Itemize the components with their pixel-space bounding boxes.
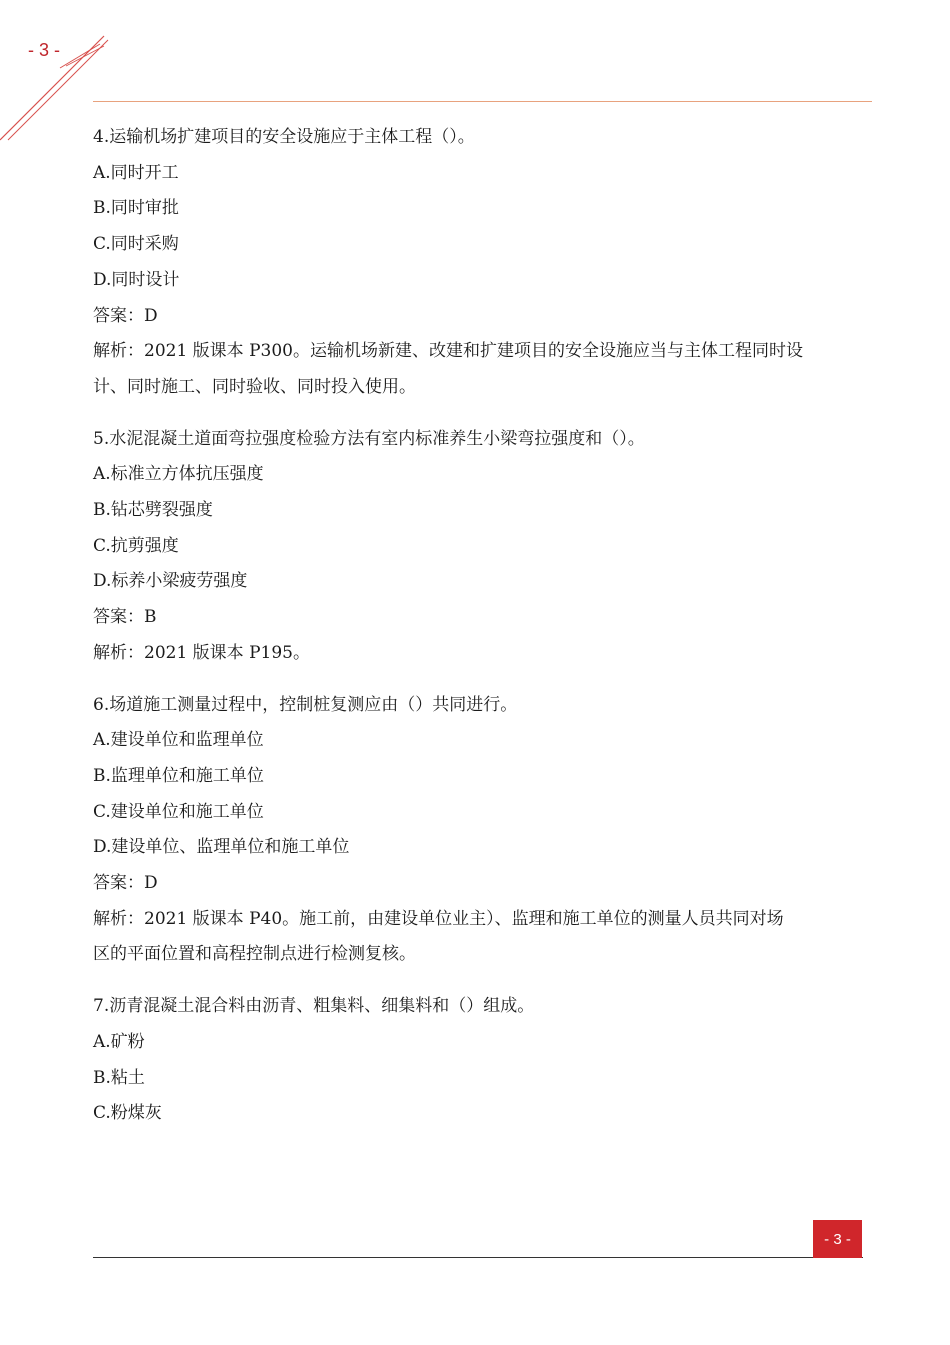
footer-rule	[93, 1257, 863, 1258]
option-c: C.粉煤灰	[93, 1103, 162, 1124]
analysis-line: 解析：2021 版课本 P195。	[93, 642, 310, 663]
corner-stroke	[0, 36, 104, 140]
option-d: D.标养小梁疲劳强度	[93, 571, 248, 592]
question-stem: 6.场道施工测量过程中，控制桩复测应由（）共同进行。	[93, 694, 518, 715]
option-c: C.抗剪强度	[93, 535, 179, 556]
header-rule	[93, 101, 872, 102]
answer: 答案：D	[93, 873, 158, 894]
header-page-number: - 3 -	[28, 40, 61, 60]
question-stem: 4.运输机场扩建项目的安全设施应于主体工程（）。	[93, 127, 475, 147]
question-6	[93, 688, 873, 974]
option-a: A.标准立方体抗压强度	[93, 464, 264, 485]
answer: 答案：D	[93, 305, 158, 326]
option-a: A.矿粉	[93, 1031, 145, 1052]
option-b: B.粘土	[93, 1067, 145, 1088]
question-4	[93, 120, 873, 406]
document-body	[93, 120, 873, 1148]
option-b: B.同时审批	[93, 198, 179, 219]
analysis-line: 区的平面位置和高程控制点进行检测复核。	[93, 944, 416, 965]
question-stem: 7.沥青混凝土混合料由沥青、粗集料、细集料和（）组成。	[93, 996, 535, 1017]
option-a: A.同时开工	[93, 162, 179, 183]
option-b: B.钻芯劈裂强度	[93, 500, 213, 521]
question-5	[93, 422, 873, 672]
analysis-line: 解析：2021 版课本 P40。施工前，由建设单位业主）、监理和施工单位的测量人员共同对场	[93, 908, 784, 929]
analysis-line: 解析：2021 版课本 P300。运输机场新建、改建和扩建项目的安全设施应当与主体工程同时设	[93, 341, 803, 362]
analysis-line: 计、同时施工、同时验收、同时投入使用。	[93, 376, 416, 397]
answer: 答案：B	[93, 607, 157, 628]
option-a: A.建设单位和监理单位	[93, 730, 264, 751]
footer-page-badge: - 3 -	[813, 1220, 862, 1258]
option-d: D.同时设计	[93, 269, 180, 290]
corner-stroke	[60, 44, 100, 68]
question-stem: 5.水泥混凝土道面弯拉强度检验方法有室内标准养生小梁弯拉强度和（）。	[93, 428, 645, 449]
option-c: C.同时采购	[93, 234, 179, 255]
option-b: B.监理单位和施工单位	[93, 765, 264, 786]
option-d: D.建设单位、监理单位和施工单位	[93, 837, 350, 858]
option-c: C.建设单位和施工单位	[93, 801, 264, 822]
question-7	[93, 989, 873, 1132]
